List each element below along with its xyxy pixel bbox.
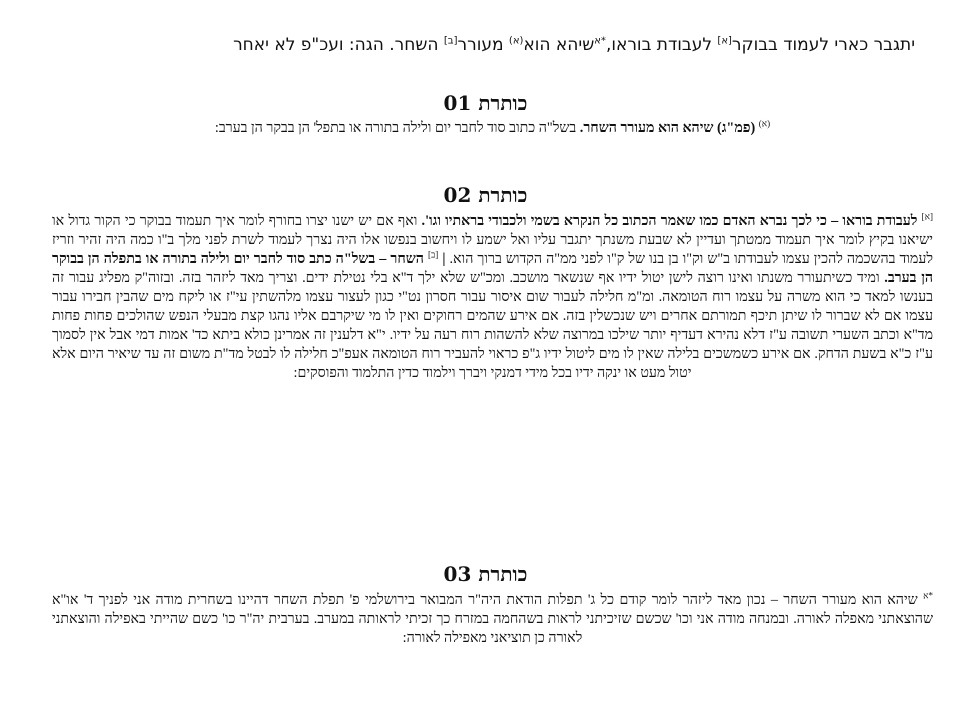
main-text-part: יתגבר כארי לעמוד בבוקר (731, 35, 915, 55)
comment-marker: [ב] (427, 249, 439, 260)
comment-text: בשל"ה כתוב סוד לחבר יום ולילה בתורה או בתפל' הן בבקר הן בערב: (214, 120, 580, 136)
comment-lemma: לעבודת בוראו – כי לכך נברא האדם כמו שאמר הכתוב כל הנקרא בשמי ולכבודי בראתיו וגו'. (421, 213, 918, 229)
main-text-part: שיהא הוא (523, 35, 595, 55)
comment-lemma: (פמ"ג) שיהא הוא מעורר השחר. (579, 120, 756, 136)
footnote-marker[interactable]: *א (594, 35, 606, 47)
comment-marker: (א) (758, 118, 771, 129)
section-paragraph-02 (52, 212, 933, 383)
section-heading-03: כותרת 03 (443, 562, 528, 586)
main-text-part: מעורר (457, 35, 509, 55)
section-heading-01: כותרת 01 (443, 91, 528, 115)
comment-text: ואף אם יש ישנו יצרו בחורף לומר איך תעמוד בבוקר כי הקור גדול או ישיאנו בקיץ לומר איך תעמוד ממטתך ועדיין לא שבעת משנתך יתגבר עליו ואל ישמע לו ויחשוב בנפשו אלו היה נצרך לעמוד לשרת לפני מלך ב"ו כמה היה זהיר וזריז לעמוד בהשכמה להכין עצמו לעבודתו ב"ש וק"ו בן בנו של ק"ו לפני ממ"ה הקדוש ברוך הוא. (52, 213, 933, 267)
main-text-part: לעבודת בוראו, (605, 35, 718, 55)
section-heading-02: כותרת 02 (443, 183, 528, 207)
main-text-part: השחר. הגה: ועכ"פ לא יאחר (233, 35, 444, 55)
comment-marker: *א (923, 590, 933, 601)
comment-lemma: השחר – בשל"ה כתב סוד לחבר יום ולילה בתורה או בתפלה הן בבוקר הן בערב. (52, 251, 933, 286)
section-paragraph-01 (52, 119, 933, 138)
footnote-marker[interactable]: (א) (508, 35, 524, 47)
comment-text: ומיד כשיתעורר משנתו ואינו רוצה לישן יטול ידיו אף שנשאר מושכב. ומכ"ש שלא ילך ד"א בלי נטילת ידים. וצריך מאד ליזהר בזה. ובזוה"ק מפליג עבור זה בענשו למאד כי הוא משרה על עצמו רוח הטומאה. ומ"מ חלילה לעבור שום איסור עבור חסרון נט"י כגון לעצור עצמו מלהשתין עי"ז או ליקח מים שהבין חבירו עבור עצמו אם לא שברור לו שיתן תיכף תמורתם אחרים ויש שנכשלין בזה. אם אירע שהמים רחוקים ואין לו מי שיקרבם אליו נהגו קצת מבעלי הנפש שהולכים פחות פחות מד"א וכתב השערי תשובה ע"ז דלא נהירא דעדיף יותר שילכו במרוצה שלא להשהות רוח רעה על ידיו. י"א דלענין זה אמרינן כולא ביתא כד' אמות דמי אבל אין לסמוך ע"ז כ"א בשעת הדחק. אם אירע כשמשכים בלילה שאין לו מים ליטול ידיו ג"פ כראוי להעביר רוח הטומאה אעפ"כ חלילה לו לבטל מד"ת משום זה עד שיאיר היום אלא יטול מעט או ינקה ידיו בכל מידי דמנקי ויברך וילמוד כדין התלמוד והפוסקים: (52, 270, 933, 381)
footnote-marker[interactable]: [א] (717, 35, 732, 47)
comment-separator: | (438, 251, 450, 267)
main-text-line (40, 34, 915, 56)
footnote-marker[interactable]: [ב] (443, 35, 458, 47)
section-paragraph-03 (52, 591, 933, 648)
comment-marker: [א] (921, 211, 933, 222)
comment-text: שיהא הוא מעורר השחר – נכון מאד ליזהר לומר קודם כל ג' תפלות הודאת היה"ר המבואר בירושלמי פ' תפלת השחר דהיינו בשחרית מודה אני לפניך ד' או"א שהוצאתני מאפלה לאורה. ובמנחה מודה אני וכו' שכשם שזיכיתני לראות בשהחמה במזרח כך זכיתי לראותה במערב. בערבית יה"ר כו' כשם שהייתי באפילה והוצאתני לאורה כן תוציאני מאפילה לאורה: (52, 592, 933, 646)
